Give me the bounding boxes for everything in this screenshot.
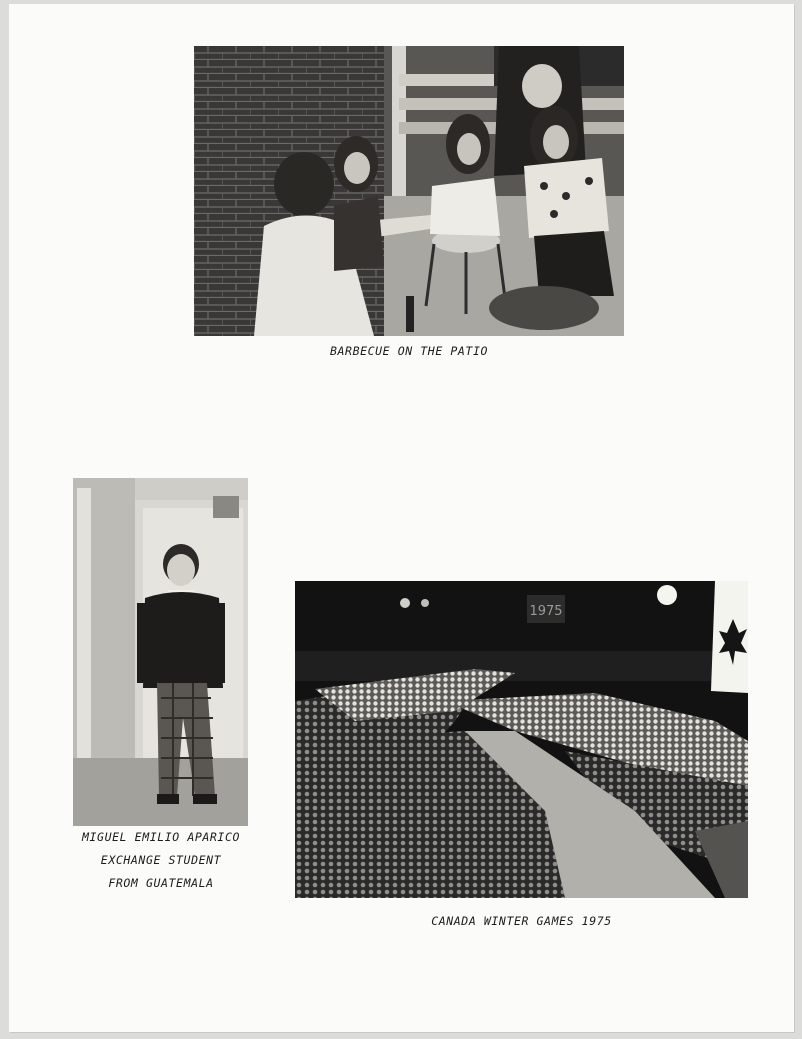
caption-line: CANADA WINTER GAMES 1975 [431, 914, 612, 928]
yearbook-page [9, 4, 794, 1032]
barbecue-photo [194, 46, 624, 336]
winter-games-caption [295, 910, 748, 933]
barbecue-caption [194, 340, 624, 363]
caption-line: BARBECUE ON THE PATIO [330, 344, 488, 358]
caption-line: MIGUEL EMILIO APARICO [82, 830, 240, 844]
exchange-student-photo [73, 478, 248, 826]
winter-games-photo [295, 581, 748, 898]
exchange-student-caption [55, 826, 267, 895]
caption-line: EXCHANGE STUDENT [100, 853, 222, 867]
caption-line: FROM GUATEMALA [108, 876, 214, 890]
scoreboard-1975: 1975 [529, 604, 563, 619]
